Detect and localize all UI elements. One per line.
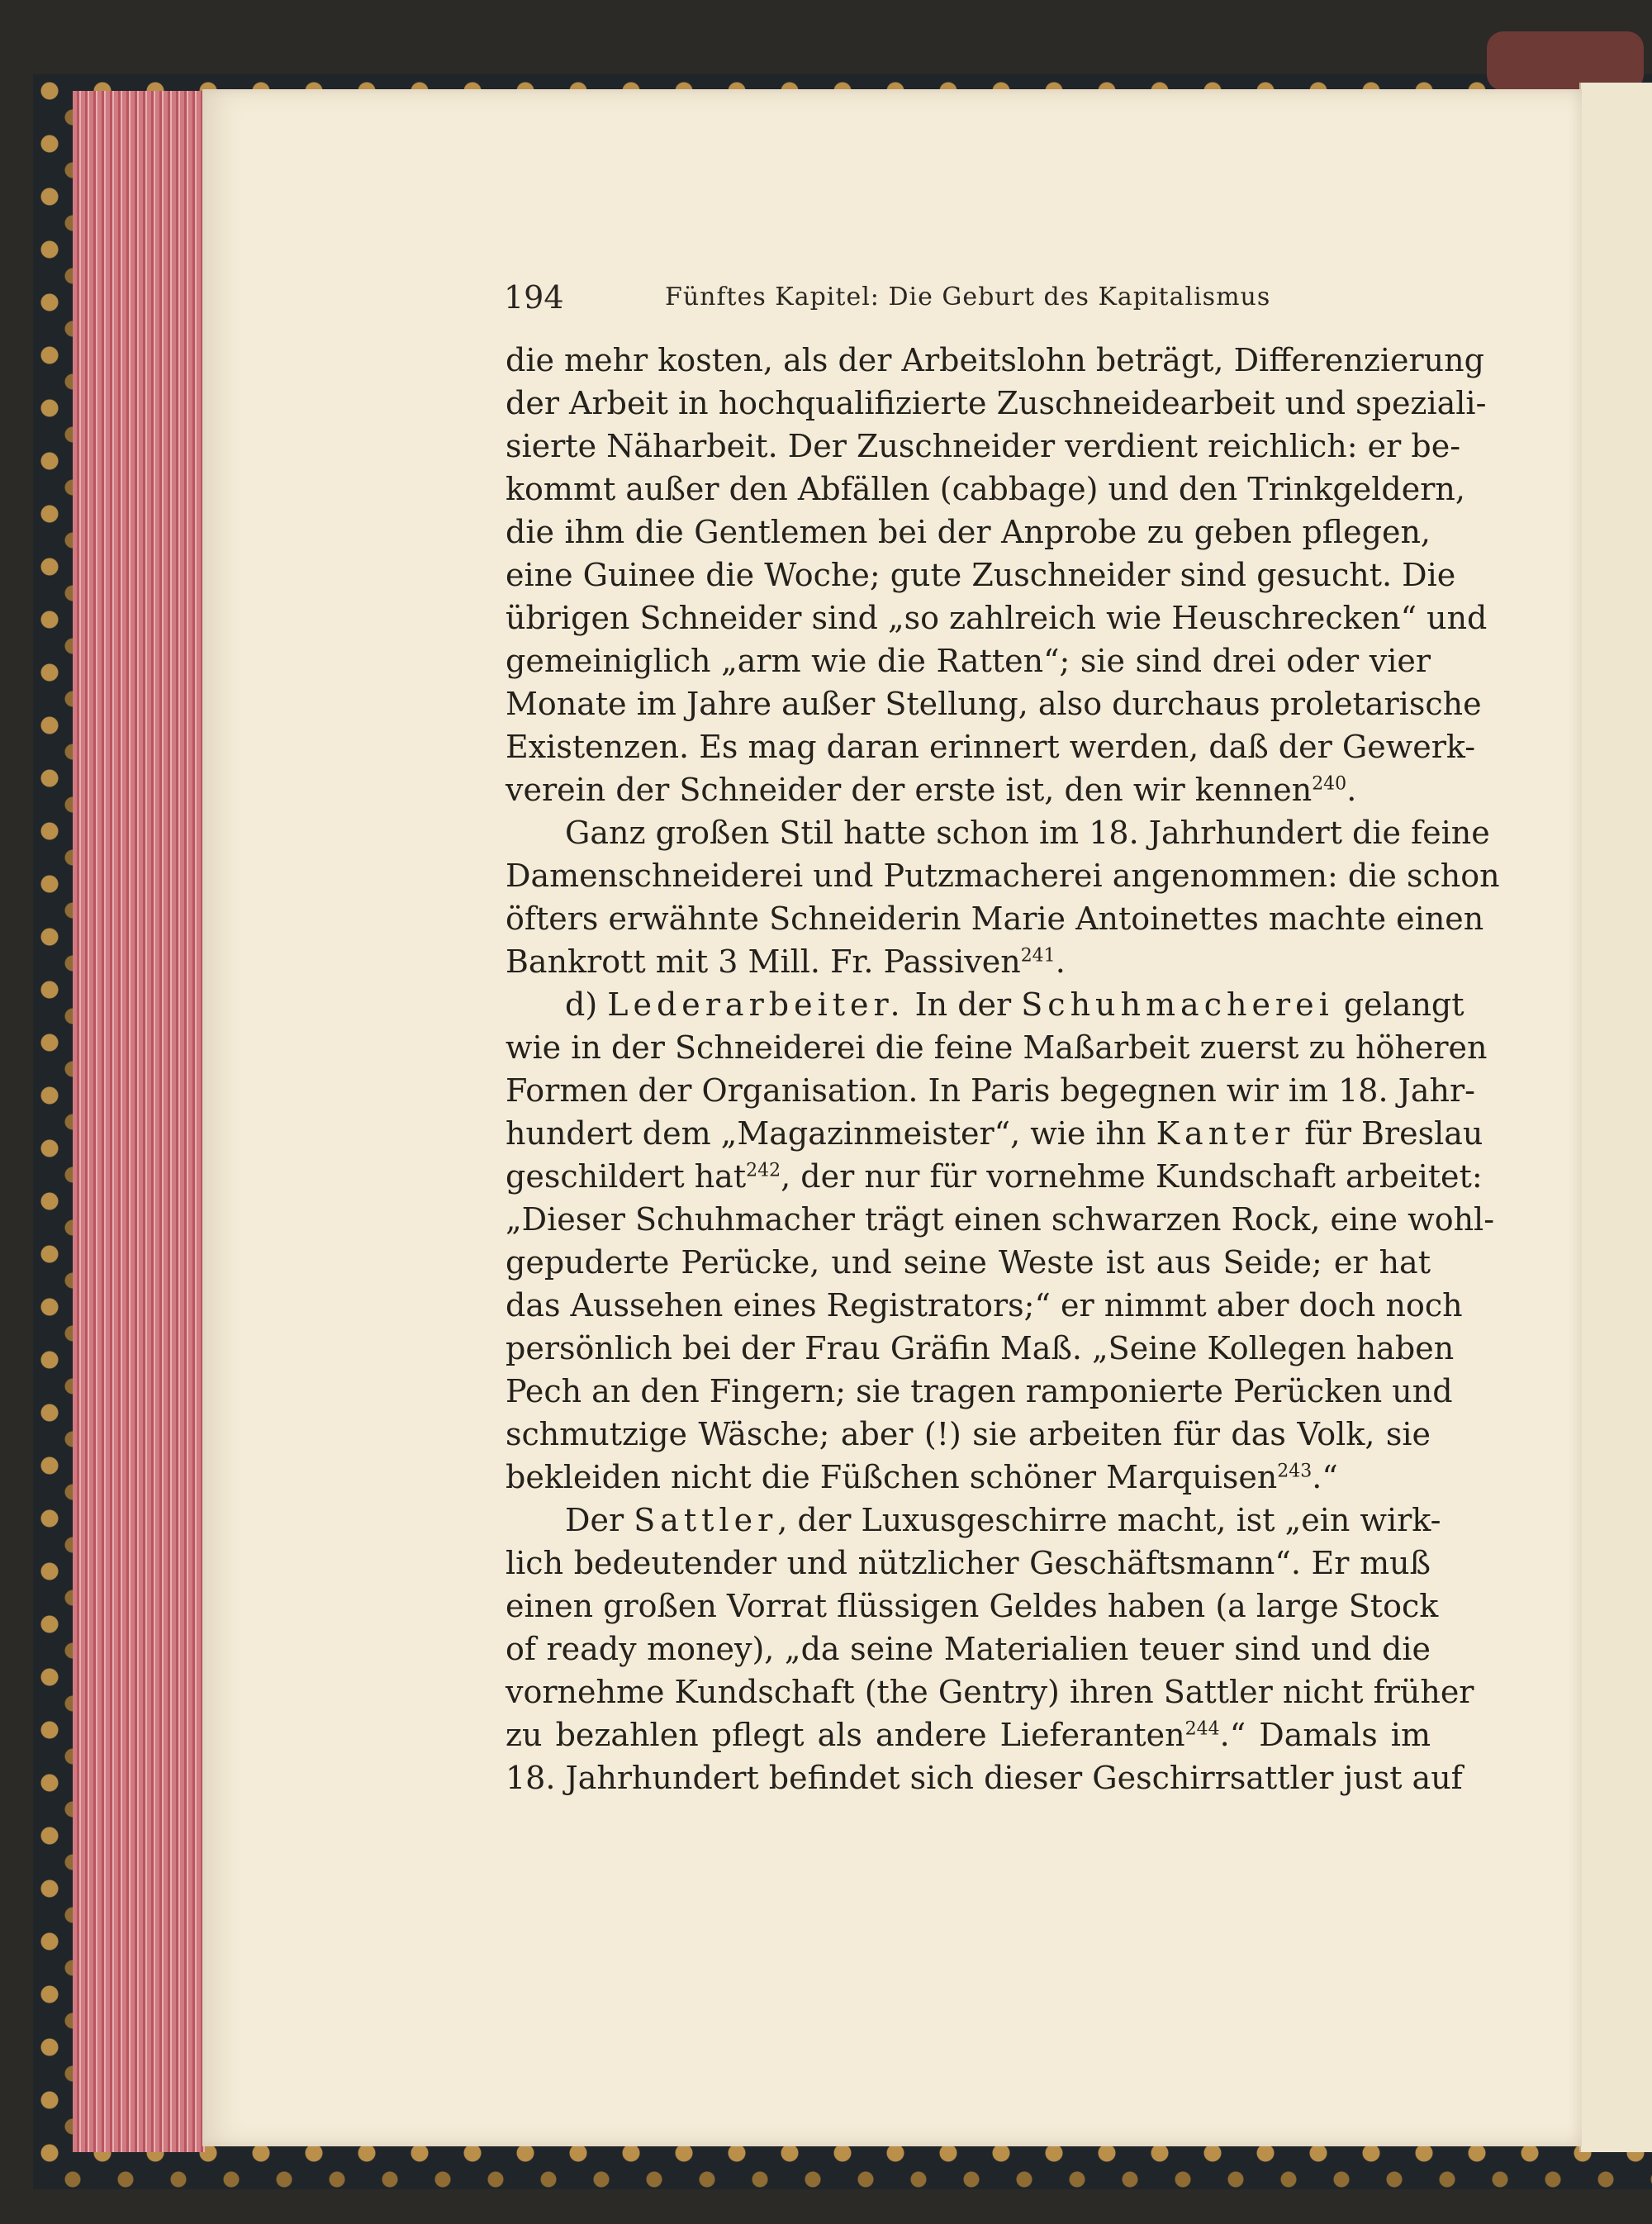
text-line: of ready money), „da seine Materialien teuer sind und die xyxy=(506,1631,1431,1667)
text-line: persönlich bei der Frau Gräfin Maß. „Seine Kollegen haben xyxy=(506,1330,1455,1366)
page-edges xyxy=(73,91,205,2152)
text-line: der Arbeit in hochqualifizierte Zuschneidearbeit und speziali- xyxy=(506,385,1487,421)
text-line xyxy=(506,1112,1483,1155)
text-line: Pech an den Fingern; sie tragen ramponierte Perücken und xyxy=(506,1373,1453,1409)
text-fragment: , der Luxusgeschirre macht, ist „ein wirk- xyxy=(777,1502,1441,1538)
text-line: öfters erwähnte Schneiderin Marie Antoinettes machte einen xyxy=(506,901,1484,937)
text-line xyxy=(506,940,1431,983)
text-line: gemeiniglich „arm wie die Ratten“; sie sind drei oder vier xyxy=(506,643,1431,679)
text-line: vornehme Kundschaft (the Gentry) ihren Sattler nicht früher xyxy=(506,1674,1474,1710)
spaced-term: Schuhmacherei xyxy=(1021,986,1334,1023)
text-line: Damenschneiderei und Putzmacherei angenommen: die schon xyxy=(506,858,1500,894)
text-fragment: bekleiden nicht die Füßchen schöner Marquisen xyxy=(506,1459,1278,1495)
text-line: übrigen Schneider sind „so zahlreich wie Heuschrecken“ und xyxy=(506,600,1488,636)
text-line: einen großen Vorrat flüssigen Geldes haben (a large Stock xyxy=(506,1588,1439,1624)
text-line: kommt außer den Abfällen (cabbage) und den Trinkgeldern, xyxy=(506,471,1465,507)
text-fragment: .“ xyxy=(1312,1459,1338,1495)
text-line: sierte Näharbeit. Der Zuschneider verdient reichlich: er be- xyxy=(506,428,1461,464)
text-line xyxy=(506,768,1431,811)
text-line xyxy=(506,1456,1431,1499)
footnote-ref: 242 xyxy=(746,1160,781,1181)
spaced-term: Kanter xyxy=(1156,1115,1295,1152)
text-line: die mehr kosten, als der Arbeitslohn beträgt, Differenzierung xyxy=(506,342,1484,378)
text-line: das Aussehen eines Registrators;“ er nimmt aber doch noch xyxy=(506,1287,1463,1323)
text-fragment: . xyxy=(1346,772,1357,808)
text-line xyxy=(506,983,1464,1026)
footnote-ref: 243 xyxy=(1277,1461,1313,1482)
facing-page-edge xyxy=(1579,83,1652,2152)
text-line xyxy=(506,1713,1431,1756)
text-fragment: hundert dem „Magazinmeister“, wie ihn xyxy=(506,1115,1156,1152)
text-fragment: .“ Damals im xyxy=(1219,1717,1431,1753)
body-text xyxy=(506,339,1500,1799)
footnote-ref: 240 xyxy=(1312,773,1347,795)
text-line: 18. Jahrhundert befindet sich dieser Geschirrsattler just auf xyxy=(506,1760,1463,1796)
text-fragment: geschildert hat xyxy=(506,1158,747,1195)
text-line: lich bedeutender und nützlicher Geschäftsmann“. Er muß xyxy=(506,1545,1431,1581)
paragraph-4 xyxy=(506,1499,1474,1799)
text-fragment: Bankrott mit 3 Mill. Fr. Passiven xyxy=(506,943,1021,980)
paragraph-2 xyxy=(506,811,1500,983)
text-line: schmutzige Wäsche; aber (!) sie arbeiten für das Volk, sie xyxy=(506,1416,1431,1452)
text-line: wie in der Schneiderei die feine Maßarbeit zuerst zu höheren xyxy=(506,1029,1488,1066)
text-fragment: , der nur für vornehme Kundschaft arbeitet: xyxy=(781,1158,1483,1195)
text-fragment: Der xyxy=(565,1502,634,1538)
text-line: Formen der Organisation. In Paris begegnen wir im 18. Jahr- xyxy=(506,1072,1475,1109)
text-fragment: d) xyxy=(565,986,608,1023)
text-line xyxy=(506,1499,1441,1542)
text-line: Existenzen. Es mag daran erinnert werden, daß der Gewerk- xyxy=(506,729,1476,765)
text-fragment: gelangt xyxy=(1333,986,1464,1023)
spaced-term: Sattler xyxy=(634,1502,778,1538)
text-line xyxy=(506,1155,1483,1198)
text-line: die ihm die Gentlemen bei der Anprobe zu geben pflegen, xyxy=(506,514,1431,550)
text-fragment: verein der Schneider der erste ist, den wir kennen xyxy=(506,772,1313,808)
paragraph-3 xyxy=(506,983,1495,1499)
running-title: Fünftes Kapitel: Die Geburt des Kapitalismus xyxy=(665,283,1271,311)
text-fragment: für Breslau xyxy=(1294,1115,1483,1152)
text-line: Ganz großen Stil hatte schon im 18. Jahrhundert die feine xyxy=(565,815,1490,851)
spaced-term: Lederarbeiter. xyxy=(607,986,905,1023)
page-number: 194 xyxy=(504,279,564,316)
text-fragment: . xyxy=(1055,943,1066,980)
text-line: eine Guinee die Woche; gute Zuschneider sind gesucht. Die xyxy=(506,557,1456,593)
footnote-ref: 241 xyxy=(1020,945,1056,967)
text-line: gepuderte Perücke, und seine Weste ist aus Seide; er hat xyxy=(506,1244,1431,1281)
footnote-ref: 244 xyxy=(1184,1718,1220,1740)
text-line: „Dieser Schuhmacher trägt einen schwarzen Rock, eine wohl- xyxy=(506,1201,1495,1238)
paragraph-1 xyxy=(506,339,1488,811)
text-fragment: In der xyxy=(904,986,1022,1023)
page-header xyxy=(504,279,1330,319)
text-line: Monate im Jahre außer Stellung, also durchaus proletarische xyxy=(506,686,1482,722)
text-fragment: zu bezahlen pflegt als andere Lieferanten xyxy=(506,1717,1185,1753)
